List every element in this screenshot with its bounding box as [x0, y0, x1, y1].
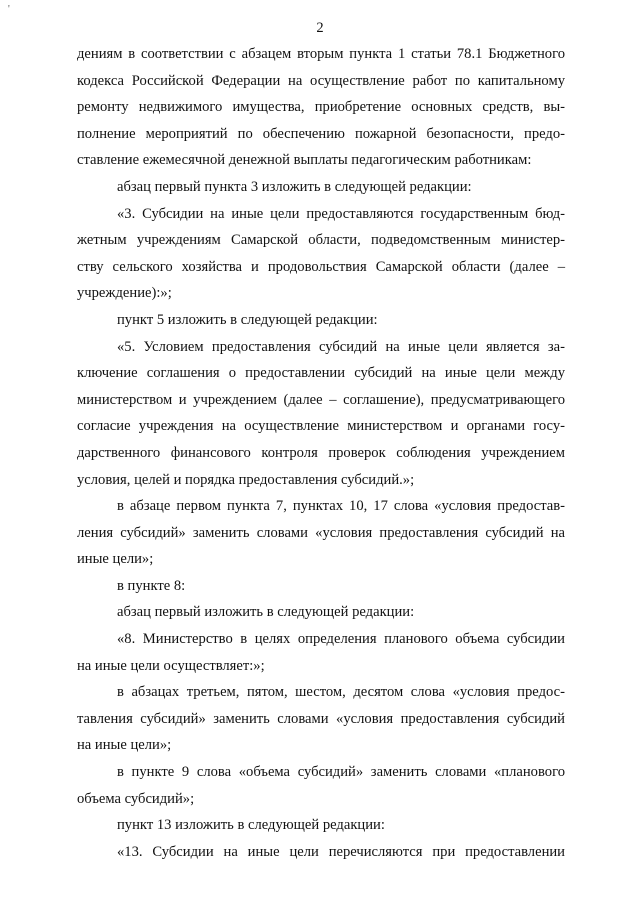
document-body [77, 41, 565, 865]
document-line: абзац первый изложить в следующей редакции: [117, 604, 415, 621]
page-number: 2 [316, 20, 324, 36]
document-line: жетным учреждениям Самарской области, подведомственным министер- [77, 232, 565, 249]
document-line: пункт 5 изложить в следующей редакции: [117, 311, 378, 328]
document-line: ключение соглашения о предоставлении субсидий на иные цели между [77, 365, 565, 382]
document-line: в пункте 9 слова «объема субсидий» заменить словами «планового [117, 764, 565, 781]
document-line: дарственного финансового контроля проверок соблюдения учреждением [77, 444, 565, 461]
document-line: ставление ежемесячной денежной выплаты педагогическим работникам: [77, 152, 532, 169]
document-line: в пункте 8: [117, 577, 186, 594]
document-line: абзац первый пункта 3 изложить в следующей редакции: [117, 178, 472, 195]
document-line: в абзаце первом пункта 7, пунктах 10, 17 слова «условия предостав- [117, 498, 565, 515]
document-line: иные цели»; [77, 551, 154, 568]
document-line: ремонту недвижимого имущества, приобретение основных средств, вы- [77, 99, 565, 116]
document-line: министерством и учреждением (далее – соглашение), предусматривающего [77, 391, 565, 408]
document-line: на иные цели осуществляет:»; [77, 657, 265, 674]
document-line: дениям в соответствии с абзацем вторым пункта 1 статьи 78.1 Бюджетного [77, 46, 565, 62]
document-line: объема субсидий»; [77, 790, 195, 807]
document-line: учреждение):»; [77, 285, 172, 302]
scan-corner-mark: ' [8, 4, 10, 15]
document-line: пункт 13 изложить в следующей редакции: [117, 817, 385, 834]
document-line: согласие учреждения на осуществление министерством и органами госу- [77, 418, 565, 435]
document-line: в абзацах третьем, пятом, шестом, десятом слова «условия предос- [117, 684, 565, 701]
document-line: «8. Министерство в целях определения планового объема субсидии [117, 631, 565, 648]
document-line: условия, целей и порядка предоставления субсидий.»; [77, 471, 415, 488]
document-line: на иные цели»; [77, 737, 172, 754]
document-line: «13. Субсидии на иные цели перечисляются при предоставлении [117, 843, 565, 860]
document-line: кодекса Российской Федерации на осуществление работ по капитальному [77, 72, 565, 89]
document-line: ству сельского хозяйства и продовольствия Самарской области (далее – [77, 258, 565, 275]
document-line: полнение мероприятий по обеспечению пожарной безопасности, предо- [77, 125, 565, 142]
document-line: тавления субсидий» заменить словами «условия предоставления субсидий [77, 710, 565, 727]
document-line: ления субсидий» заменить словами «условия предоставления субсидий на [77, 524, 565, 541]
document-line: «5. Условием предоставления субсидий на иные цели является за- [117, 338, 565, 355]
document-line: «3. Субсидии на иные цели предоставляются государственным бюд- [117, 205, 565, 222]
